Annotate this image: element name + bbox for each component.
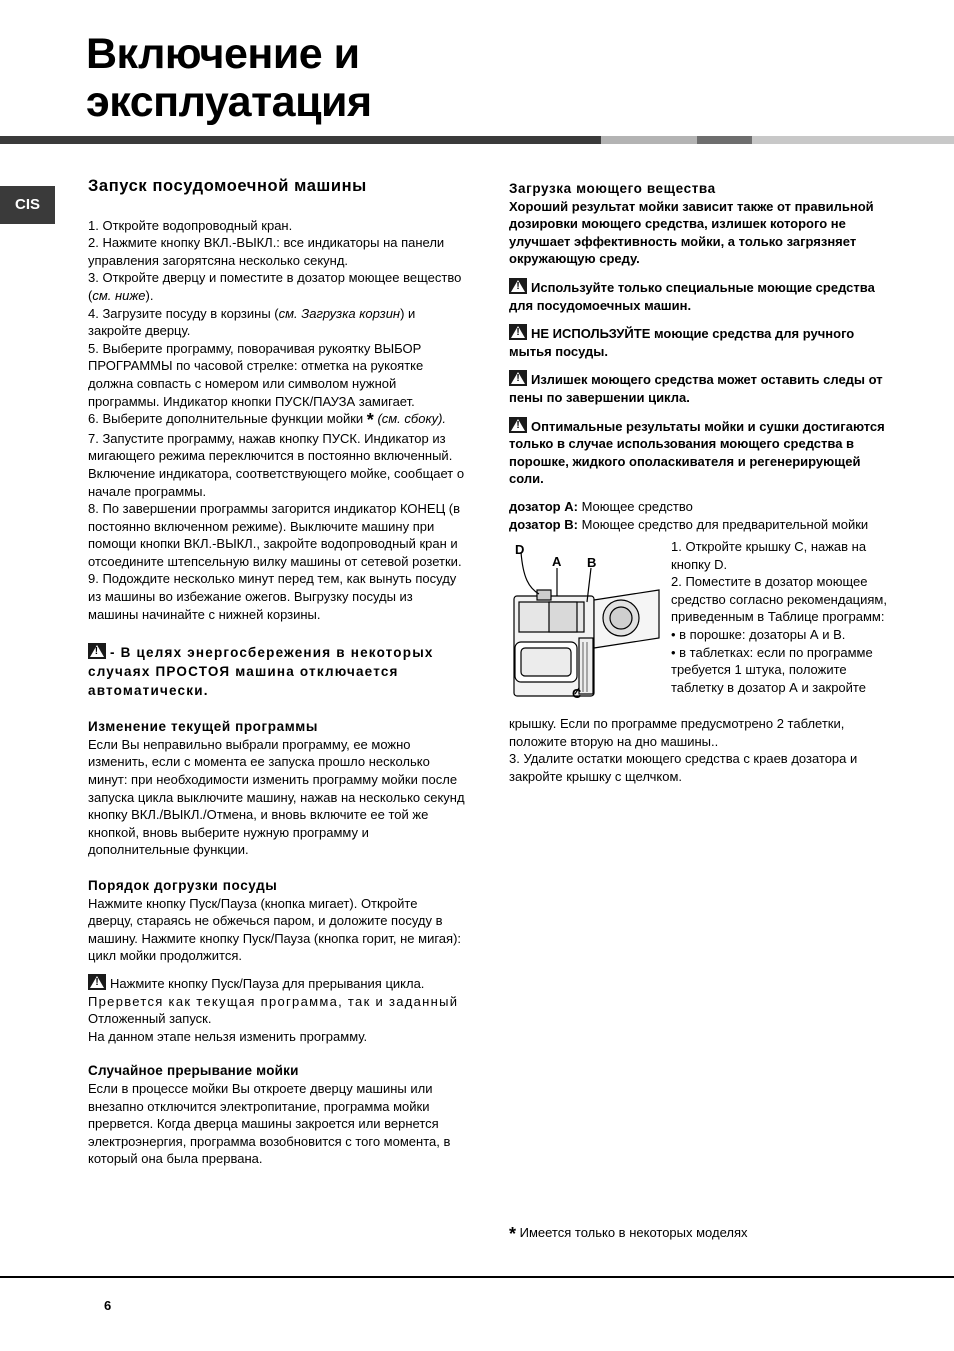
step-9: 9. Подождите несколько минут перед тем, как вынуть посуду из машины во избежание ожегов. Выгрузку посуды из машины начинайте с нижней корзины. (88, 571, 457, 622)
dispenser-a: дозатор А: Моющее средство (509, 498, 693, 514)
detergent-intro: Хороший результат мойки зависит также от правильной дозировки моющего средства, излишек которого не улучшает эффективность мойки, а только загрязняет окружающую среду. (509, 198, 874, 267)
left-column (88, 178, 466, 1168)
step-6: 6. Выберите дополнительные функции мойки * (см. сбоку). (88, 410, 447, 431)
warning-icon (509, 370, 527, 386)
reload-heading: Порядок догрузки посуды (88, 878, 278, 893)
step-5: 5. Выберите программу, поворачивая рукоятку ВЫБОР ПРОГРАММЫ по часовой стрелке: отметка на рукоятке должна совпасть с номером или символом нужной программы. Индикатор кнопки ПУСК/ПАУЗА замигает. (88, 340, 424, 409)
reload-text: Нажмите кнопку Пуск/Пауза (кнопка мигает). Откройте дверцу, стараясь не обжечься паром, и доложите посуду в машину. Нажмите кнопку Пуск/Пауза (кнопка горит, не мигая): цикл мойки продолжится. (88, 895, 462, 964)
instruction-tablet-cont: крышку. Если по программе предусмотрено 2 таблетки, положите вторую на дно машины.. (509, 716, 845, 749)
warning-3: !Излишек моющего средства может оставить следы от пены по завершении цикла. (509, 370, 887, 406)
change-text: Если Вы неправильно выбрали программу, ее можно изменить, если с момента ее запуска прошло несколько минут: при необходимости изменить программу мойки после запуска цикла выключите машину, нажав на несколько секунд кнопку ВКЛ./ВЫКЛ./Отмена, и вновь включите ее той же кнопкой, вновь выберите нужную программу и дополнительные функции. (88, 736, 465, 858)
warning-2: !НЕ ИСПОЛЬЗУЙТЕ моющие средства для ручного мытья посуды. (509, 324, 887, 360)
instruction-2: 2. Поместите в дозатор моющее средство согласно рекомендациям, приведенным в Таблице программ: (671, 574, 887, 625)
header-bar-mid (697, 136, 752, 144)
label-b: B (587, 555, 597, 570)
step-2: 2. Нажмите кнопку ВКЛ.-ВЫКЛ.: все индикаторы на панели управления загорятсяна несколько секунд. (88, 235, 445, 268)
start-heading: Запуск посудомоечной машины (88, 177, 367, 195)
label-d: D (515, 542, 525, 557)
header-bar-light (601, 136, 697, 144)
footer-rule (0, 1276, 954, 1278)
header-bar-dark (0, 136, 601, 144)
instruction-3: 3. Удалите остатки моющего средства с краев дозатора и закройте крышку с щелчком. (509, 751, 858, 784)
footnote: * Имеется только в некоторых моделях (509, 1224, 748, 1244)
warning-icon (88, 643, 106, 659)
language-tab: CIS (0, 186, 55, 224)
step-8: 8. По завершении программы загорится индикатор КОНЕЦ (в постоянно включенном режиме). Выключите машину при помощи кнопки ВКЛ.-ВЫКЛ., закройте водопроводный кран и отсоедините штепсельную вилку машины от сетевой розетки. (88, 501, 462, 569)
step-7: 7. Запустите программу, нажав кнопку ПУСК. Индикатор из мигающего режима переключится в постоянно включенный. Включение индикатора, соответствующего мойке, сообщает о начале программы. (88, 430, 465, 499)
change-heading: Изменение текущей программы (88, 719, 319, 735)
label-c: C (572, 686, 582, 701)
header-bar-light-2 (752, 136, 954, 144)
title-line-2: эксплуатация (86, 78, 372, 126)
warning-icon (509, 278, 527, 294)
instruction-1: 1. Откройте крышку С, нажав на кнопку D. (671, 539, 867, 572)
pause-note: !Нажмите кнопку Пуск/Пауза для прерывания цикла. Прервется как текущая программа, так и заданный Отложенный запуск. На данном этапе нельзя изменить программу. (88, 974, 466, 1045)
warning-4: !Оптимальные результаты мойки и сушки достигаются только в случае использования моющего средства в порошке, жидкого ополаскивателя и регенерирующей соли. (509, 417, 887, 488)
energy-note: !- В целях энергосбережения в некоторых случаях ПРОСТОЯ машина отключается автоматически. (88, 643, 466, 700)
label-a: A (552, 554, 562, 569)
interrupt-text: Если в процессе мойки Вы откроете дверцу машины или внезапно отключится электропитание, программа мойки прервется. Когда дверца машины закроется или вернется электроэнергия, программа возобновится с того момента, в который она была прервана. (88, 1080, 451, 1167)
warning-icon (509, 417, 527, 433)
page-number: 6 (104, 1298, 112, 1313)
warning-1: !Используйте только специальные моющие средства для посудомоечных машин. (509, 278, 887, 314)
interrupt-heading: Случайное прерывание мойки (88, 1063, 299, 1079)
step-3: 3. Откройте дверцу и поместите в дозатор моющее вещество (см. ниже). (88, 270, 462, 303)
instruction-tablet: • в таблетках: если по программе требуется 1 штука, положите таблетку в дозатор А и закройте (671, 644, 873, 695)
detergent-heading: Загрузка моющего вещества (509, 181, 716, 196)
warning-icon (88, 974, 106, 990)
dispenser-diagram (509, 538, 664, 706)
page-title (86, 30, 372, 126)
warning-icon (509, 324, 527, 340)
dispenser-b: дозатор B: Моющее средство для предварительной мойки (509, 516, 869, 532)
dispenser-instructions-cont (509, 715, 887, 785)
dispenser-instructions (671, 538, 891, 696)
step-4: 4. Загрузите посуду в корзины (см. Загрузка корзин) и закройте дверцу. (88, 305, 416, 339)
instruction-powder: • в порошке: дозаторы А и В. (671, 626, 846, 642)
right-column (509, 180, 887, 533)
title-line-1: Включение и (86, 30, 360, 78)
step-1: 1. Откройте водопроводный кран. (88, 217, 293, 233)
